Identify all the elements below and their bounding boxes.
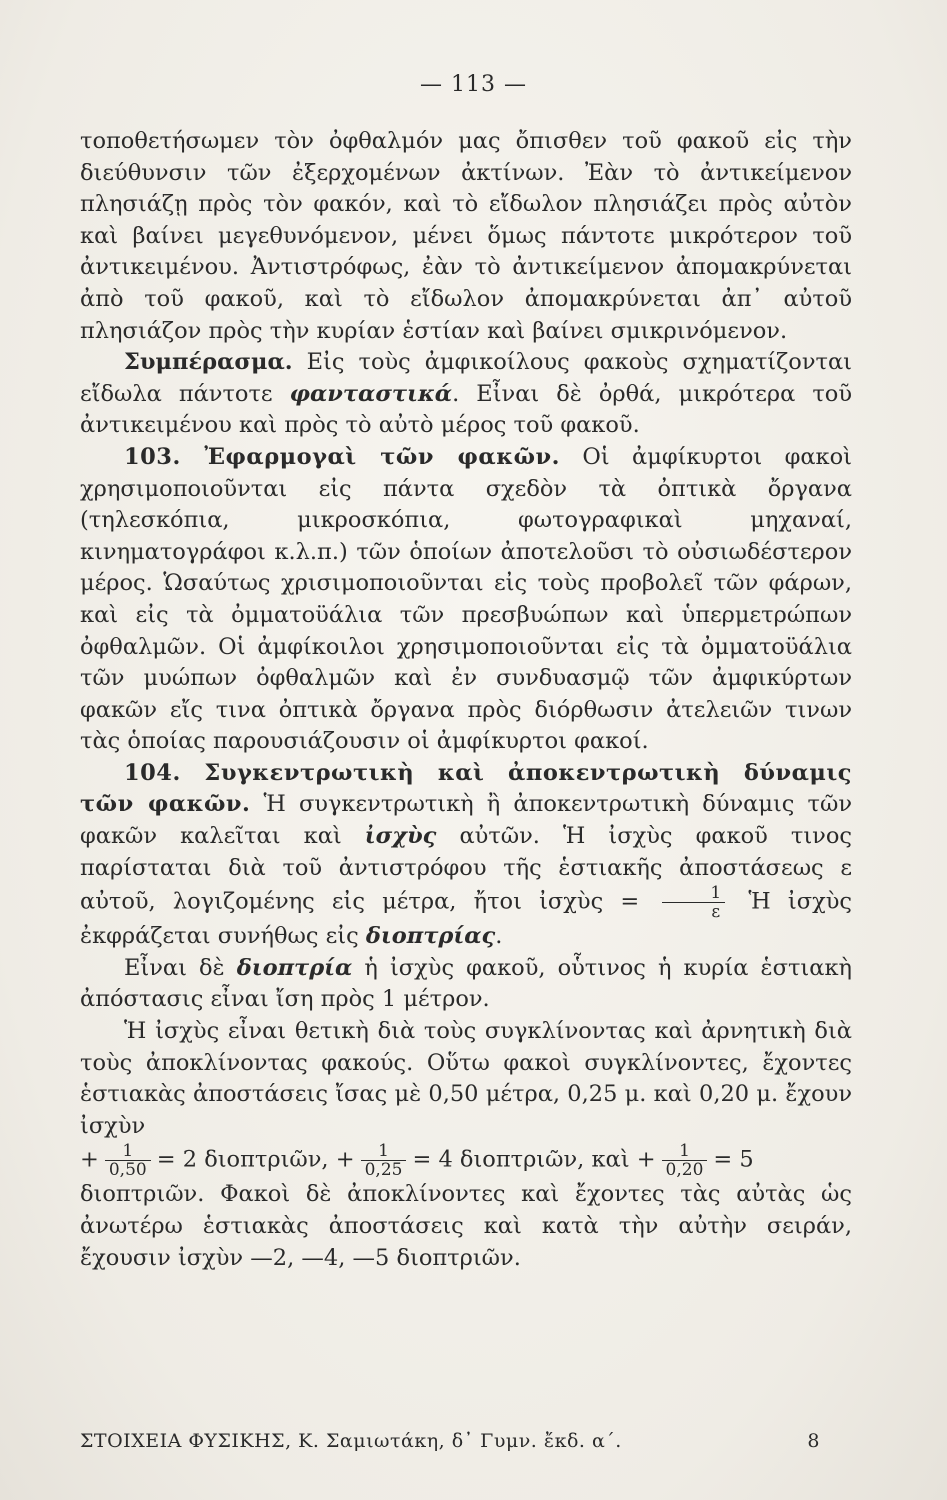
section-103-text: Οἱ ἀμφίκυρτοι φακοὶ χρησιμοποιοῦνται εἰς πάντα σχεδὸν τὰ ὀπτικὰ ὄργανα (τηλεσκόπια, μικροσκόπια, φωτογραφικαὶ μηχαναί, κινηματογράφοι κ.λ.π.) τῶν ὁποίων ἀποτελοῦσι τὸ οὐσιωδέστερον μέρος. Ὡσαύτως χρισιμοποιοῦνται εἰς τοὺς προβολεῖ τῶν φάρων, καὶ εἰς τὰ ὀμματοϋάλια τῶν πρεσβυώπων καὶ ὑπερμετρώπων ὀφθαλμῶν. Οἱ ἀμφίκοιλοι χρησιμοποιοῦνται εἰς τὰ ὀμματοϋάλια τῶν μυώπων ὀφθαλμῶν καὶ ἐν συνδυασμῷ τῶν ἀμφικύρτων φακῶν εἴς τινα ὀπτικὰ ὄργανα πρὸς διόρθωσιν ἀτελειῶν τινων τὰς ὁποίας παρουσιάζουσιν οἱ ἀμφίκυρτοι φακοί.: [80, 443, 852, 755]
page-body: [80, 126, 852, 1274]
eq3-sign: +: [636, 1146, 656, 1173]
eq2-numerator: 1: [361, 1142, 407, 1161]
eq3-denominator: 0,20: [665, 1160, 704, 1181]
section-104-text-b: αὐτῶν. Ἡ ἰσχὺς φακοῦ τινος παρίσταται διὰ τοῦ ἀντιστρόφου τῆς ἑστιακῆς ἀποστάσεως ε αὐτοῦ, λογιζομένης εἰς μέτρα, ἤτοι ἰσχὺς =: [80, 823, 852, 915]
power-fraction: [662, 884, 725, 921]
footer-title: ΣΤΟΙΧΕΙΑ ΦΥΣΙΚΗΣ, Κ. Σαμιωτάκη, δ᾿ Γυμν. ἔκδ. α΄.: [80, 1430, 622, 1452]
power-fraction-numerator: 1: [662, 884, 725, 903]
section-104-text-d: .: [495, 923, 503, 950]
eq2-fraction: [361, 1142, 407, 1179]
section-104-text-c: Ἡ ἰσχὺς ἐκφράζεται συνήθως εἰς: [80, 888, 852, 950]
dioptre-text-a: Εἶναι δὲ: [124, 954, 237, 981]
eq1-denominator: 0,50: [108, 1160, 147, 1181]
dioptre-paragraph: [80, 953, 852, 1016]
conclusion-paragraph: [80, 347, 852, 442]
conclusion-label: Συμπέρασμα.: [124, 349, 293, 376]
intro-paragraph: τοποθετήσωμεν τὸν ὀφθαλμόν μας ὄπισθεν τοῦ φακοῦ εἰς τὴν διεύθυνσιν τῶν ἐξερχομένων ἀκτίνων. Ἐὰν τὸ ἀντικείμενον πλησιάζῃ πρὸς τὸν φακόν, καὶ τὸ εἴδωλον πλησιάζει πρὸς αὐτὸν καὶ βαίνει μεγεθυνόμενον, μένει ὅμως πάντοτε μικρότερον τοῦ ἀντικειμένου. Ἀντιστρόφως, ἐὰν τὸ ἀντικείμενον ἀπομακρύνεται ἀπὸ τοῦ φακοῦ, καὶ τὸ εἴδωλον ἀπομακρύνεται ἀπ᾿ αὐτοῦ πλησιάζον πρὸς τὴν κυρίαν ἑστίαν καὶ βαίνει σμικρινόμενον.: [80, 128, 852, 344]
section-104-heading: 104. Συγκεντρωτικὴ καὶ ἀποκεντρωτικὴ δύναμις τῶν φακῶν.: [80, 759, 852, 818]
section-103: [80, 442, 852, 758]
section-104-emphasis-a: ἰσχὺς: [364, 823, 437, 850]
eq1-sign: +: [80, 1146, 99, 1173]
sign-text: Ἡ ἰσχὺς εἶναι θετικὴ διὰ τοὺς συγκλίνοντας καὶ ἀρνητικὴ διὰ τοὺς ἀποκλίνοντας φακούς. Οὕτω φακοὶ συγκλίνοντες, ἔχοντες ἑστιακὰς ἀποστάσεις ἴσας μὲ 0,50 μέτρα, 0,25 μ. καὶ 0,20 μ. ἔχουν ἰσχὺν: [80, 1018, 852, 1139]
footer-signature: 8: [807, 1430, 820, 1452]
eq2-sign: +: [335, 1146, 355, 1173]
sign-paragraph-end: διοπτριῶν. Φακοὶ δὲ ἀποκλίνοντες καὶ ἔχοντες τὰς αὐτὰς ὡς ἀνωτέρω ἑστιακὰς ἀποστάσεις καὶ κατὰ τὴν αὐτὴν σειράν, ἔχουσιν ἰσχὺν —2, —4, —5 διοπτριῶν.: [80, 1181, 852, 1271]
section-103-heading: 103. Ἐφαρμογαὶ τῶν φακῶν.: [124, 443, 560, 470]
eq1-fraction: [105, 1142, 151, 1179]
dioptre-text-b: ἡ ἰσχὺς φακοῦ, οὗτινος ἡ κυρία ἑστιακὴ ἀπόστασις εἶναι ἴση πρὸς 1 μέτρον.: [80, 954, 852, 1013]
eq3-fraction: [662, 1142, 708, 1179]
sign-paragraph: [80, 1016, 852, 1142]
power-fraction-denominator: ε: [711, 902, 721, 923]
section-104-emphasis-b: διοπτρίας: [365, 923, 496, 950]
equation-line: [80, 1142, 852, 1179]
eq3-numerator: 1: [662, 1142, 708, 1161]
page-number: — 113 —: [420, 72, 527, 97]
dioptre-emphasis: διοπτρία: [236, 954, 353, 981]
eq2-denominator: 0,25: [364, 1160, 403, 1181]
section-104: [80, 758, 852, 953]
conclusion-text-after: . Εἶναι δὲ ὀρθά, μικρότερα τοῦ ἀντικειμένου καὶ πρὸς τὸ αὐτὸ μέρος τοῦ φακοῦ.: [80, 380, 852, 439]
eq1-numerator: 1: [105, 1142, 151, 1161]
conclusion-text-before: Εἰς τοὺς ἀμφικοίλους φακοὺς σχηματίζονται εἴδωλα πάντοτε: [80, 349, 852, 407]
page-footer: [80, 1430, 852, 1452]
eq1-result: = 2 διοπτριῶν,: [156, 1146, 336, 1173]
eq3-result: = 5: [713, 1146, 754, 1173]
conclusion-emphasis: φανταστικά: [289, 380, 453, 407]
eq2-result: = 4 διοπτριῶν, καὶ: [412, 1146, 637, 1173]
section-104-text-a: Ἡ συγκεντρωτικὴ ἢ ἀποκεντρωτικὴ δύναμις τῶν φακῶν καλεῖται καὶ: [80, 791, 852, 850]
